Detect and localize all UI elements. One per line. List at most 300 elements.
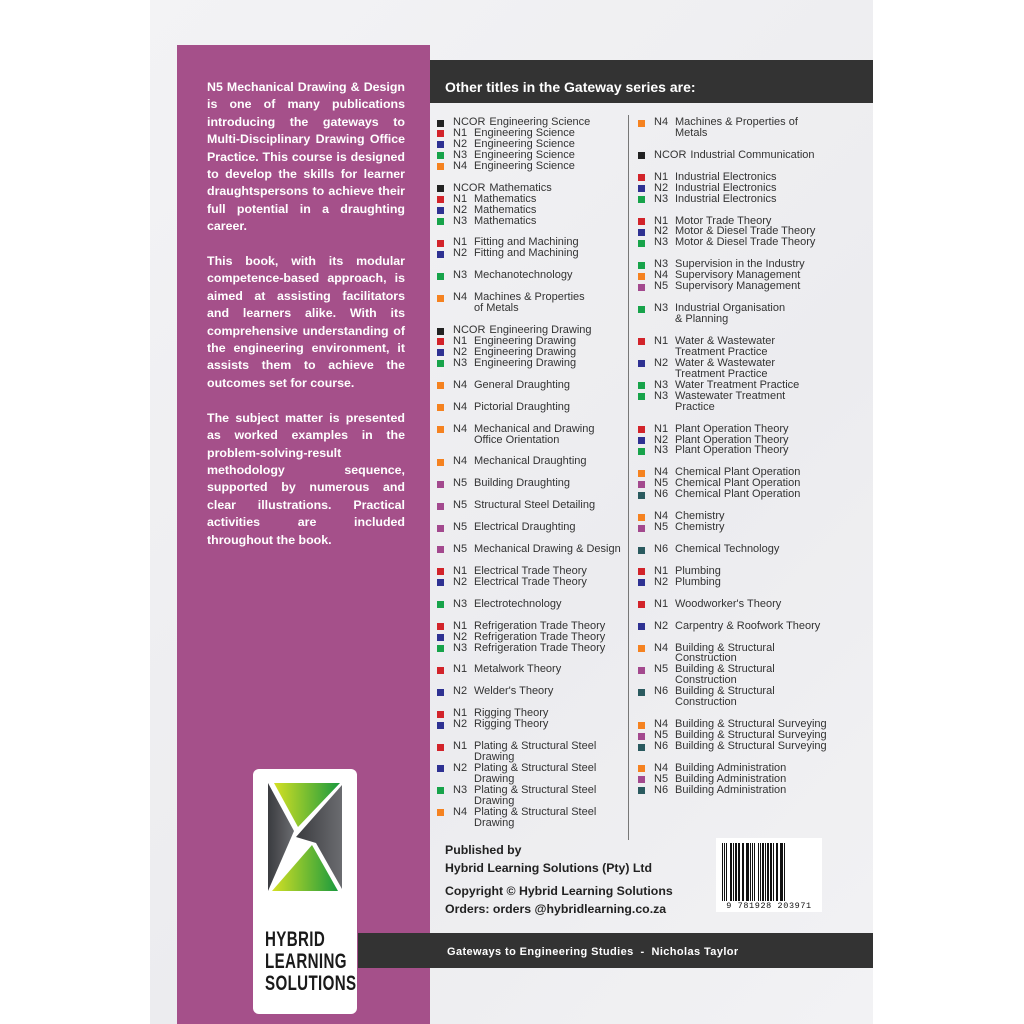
title-name: Plumbing bbox=[675, 564, 721, 577]
level-color-square-icon bbox=[437, 787, 444, 794]
title-name: Refrigeration Trade Theory bbox=[474, 619, 606, 632]
title-level: N2 bbox=[453, 345, 468, 358]
level-color-square-icon bbox=[437, 481, 444, 488]
title-item bbox=[437, 194, 627, 205]
title-name: Industrial Organisation & Planning bbox=[675, 302, 786, 326]
title-item bbox=[638, 577, 868, 588]
title-name: Mathematics bbox=[474, 214, 537, 227]
title-level: N4 bbox=[654, 761, 669, 774]
level-color-square-icon bbox=[638, 382, 645, 389]
title-name: Industrial Electronics bbox=[675, 181, 777, 194]
title-name: Mechanotechnology bbox=[474, 269, 573, 282]
level-color-square-icon bbox=[638, 689, 645, 696]
title-name: Chemical Plant Operation bbox=[675, 488, 801, 501]
title-name: Mathematics bbox=[474, 203, 537, 216]
title-name: Engineering Science bbox=[474, 148, 575, 161]
title-item bbox=[437, 292, 627, 314]
title-group bbox=[437, 237, 627, 259]
title-name: Carpentry & Roofwork Theory bbox=[675, 619, 821, 632]
title-name: Engineering Drawing bbox=[474, 356, 577, 369]
title-level: N6 bbox=[654, 783, 669, 796]
title-level: N2 bbox=[453, 247, 468, 260]
level-color-square-icon bbox=[638, 470, 645, 477]
title-group bbox=[638, 621, 868, 632]
title-name: Plating & Structural Steel Drawing bbox=[474, 805, 597, 829]
title-group bbox=[437, 621, 627, 654]
title-group bbox=[437, 402, 627, 413]
title-group bbox=[437, 686, 627, 697]
title-level: N1 bbox=[453, 663, 468, 676]
level-color-square-icon bbox=[437, 426, 444, 433]
title-name: Water & Wastewater Treatment Practice bbox=[675, 356, 776, 380]
title-name: Motor & Diesel Trade Theory bbox=[675, 236, 816, 249]
barcode-bars bbox=[722, 843, 816, 901]
title-level: N1 bbox=[654, 334, 669, 347]
level-color-square-icon bbox=[437, 130, 444, 137]
level-color-square-icon bbox=[638, 525, 645, 532]
level-color-square-icon bbox=[437, 645, 444, 652]
level-color-square-icon bbox=[638, 437, 645, 444]
title-item bbox=[638, 303, 868, 325]
title-name: Wastewater Treatment Practice bbox=[675, 389, 786, 413]
title-item bbox=[638, 686, 868, 708]
title-name: Building & Structural Surveying bbox=[675, 740, 827, 753]
title-level: N3 bbox=[654, 389, 669, 402]
title-level: N6 bbox=[654, 488, 669, 501]
title-group bbox=[437, 522, 627, 533]
publisher-info bbox=[445, 842, 673, 918]
title-name: Water & Wastewater Treatment Practice bbox=[675, 334, 776, 358]
level-color-square-icon bbox=[638, 426, 645, 433]
level-color-square-icon bbox=[638, 601, 645, 608]
level-color-square-icon bbox=[437, 568, 444, 575]
title-item bbox=[437, 478, 627, 489]
series-author-text: Gateways to Engineering Studies - Nicholas Taylor bbox=[447, 946, 739, 958]
title-item bbox=[437, 807, 627, 829]
level-color-square-icon bbox=[437, 459, 444, 466]
level-color-square-icon bbox=[437, 185, 444, 192]
title-item bbox=[638, 544, 868, 555]
isbn-number: 9 781928 203971 bbox=[726, 901, 812, 911]
title-name: Electrical Draughting bbox=[474, 521, 576, 534]
title-group bbox=[437, 544, 627, 555]
title-group bbox=[437, 424, 627, 446]
title-name: Machines & Properties of Metals bbox=[675, 116, 798, 139]
title-name: Structural Steel Detailing bbox=[474, 499, 596, 512]
title-level: N1 bbox=[453, 564, 468, 577]
title-level: N1 bbox=[453, 236, 468, 249]
title-name: Woodworker's Theory bbox=[675, 597, 782, 610]
title-level: N4 bbox=[654, 718, 669, 731]
logo-mark-icon bbox=[266, 781, 344, 893]
level-color-square-icon bbox=[638, 218, 645, 225]
title-level: N5 bbox=[654, 280, 669, 293]
level-color-square-icon bbox=[437, 382, 444, 389]
title-name: Engineering Science bbox=[489, 116, 591, 128]
title-item bbox=[638, 785, 868, 796]
level-color-square-icon bbox=[638, 273, 645, 280]
title-item bbox=[638, 117, 868, 139]
title-level: N4 bbox=[654, 641, 669, 654]
level-color-square-icon bbox=[437, 689, 444, 696]
level-color-square-icon bbox=[638, 338, 645, 345]
title-name: Building & Structural Construction bbox=[675, 663, 775, 687]
title-group bbox=[638, 172, 868, 205]
title-level: N3 bbox=[654, 258, 669, 271]
title-level: N3 bbox=[453, 783, 468, 796]
title-item bbox=[437, 358, 627, 369]
title-name: Supervisory Management bbox=[675, 269, 801, 282]
title-name: Plant Operation Theory bbox=[675, 422, 789, 435]
titles-list-right bbox=[638, 117, 868, 807]
title-name: Electrical Trade Theory bbox=[474, 564, 587, 577]
title-level: N1 bbox=[654, 422, 669, 435]
title-level: N5 bbox=[654, 772, 669, 785]
level-color-square-icon bbox=[437, 525, 444, 532]
level-color-square-icon bbox=[638, 120, 645, 127]
title-group bbox=[437, 664, 627, 675]
title-group bbox=[638, 763, 868, 796]
title-level: NCOR bbox=[453, 116, 486, 128]
title-level: N2 bbox=[453, 630, 468, 643]
title-name: Plating & Structural Steel Drawing bbox=[474, 761, 597, 785]
title-group bbox=[638, 511, 868, 533]
title-level: N4 bbox=[654, 116, 669, 128]
title-item bbox=[638, 183, 868, 194]
level-color-square-icon bbox=[437, 634, 444, 641]
title-level: N6 bbox=[654, 543, 669, 556]
level-color-square-icon bbox=[437, 251, 444, 258]
level-color-square-icon bbox=[638, 623, 645, 630]
title-level: N1 bbox=[654, 597, 669, 610]
title-item bbox=[437, 544, 627, 555]
level-color-square-icon bbox=[437, 579, 444, 586]
level-color-square-icon bbox=[638, 645, 645, 652]
title-name: Mathematics bbox=[474, 192, 537, 205]
level-color-square-icon bbox=[638, 185, 645, 192]
title-name: Chemical Plant Operation bbox=[675, 477, 801, 490]
title-group bbox=[437, 117, 627, 172]
title-name: Plating & Structural Steel Drawing bbox=[474, 783, 597, 807]
title-name: Fitting and Machining bbox=[474, 247, 579, 260]
title-level: N2 bbox=[654, 181, 669, 194]
blurb-paragraph: The subject matter is presented as worked examples in the problem-solving-result methodology sequence, supported by numerous and clear illustrations. Practical activities are included throughout the book. bbox=[207, 410, 405, 547]
level-color-square-icon bbox=[638, 579, 645, 586]
level-color-square-icon bbox=[437, 601, 444, 608]
title-item bbox=[437, 785, 627, 807]
title-name: Chemical Plant Operation bbox=[675, 466, 801, 479]
copyright-text: Copyright © Hybrid Learning Solutions bbox=[445, 884, 673, 898]
title-level: N4 bbox=[453, 378, 468, 391]
title-item bbox=[638, 522, 868, 533]
title-level: N2 bbox=[654, 433, 669, 446]
title-level: N2 bbox=[453, 575, 468, 588]
level-color-square-icon bbox=[638, 196, 645, 203]
level-color-square-icon bbox=[437, 623, 444, 630]
title-group bbox=[437, 183, 627, 227]
title-item bbox=[437, 643, 627, 654]
title-group bbox=[437, 478, 627, 489]
title-name: Building & Structural Surveying bbox=[675, 718, 827, 731]
title-name: Industrial Communication bbox=[690, 148, 815, 161]
title-group bbox=[437, 599, 627, 610]
level-color-square-icon bbox=[638, 393, 645, 400]
title-name: Engineering Science bbox=[474, 159, 575, 172]
title-name: Engineering Drawing bbox=[474, 334, 577, 347]
title-name: Machines & Properties of Metals bbox=[474, 291, 585, 315]
title-item bbox=[437, 621, 627, 632]
title-item bbox=[437, 741, 627, 763]
level-color-square-icon bbox=[638, 744, 645, 751]
title-group bbox=[638, 259, 868, 292]
title-group bbox=[437, 708, 627, 730]
title-group bbox=[437, 500, 627, 511]
title-group bbox=[437, 566, 627, 588]
title-level: N1 bbox=[453, 192, 468, 205]
level-color-square-icon bbox=[437, 273, 444, 280]
blurb-paragraph: This book, with its modular competence-based approach, is aimed at assisting facilitators and learners alike. With its comprehensive understanding of the engineering environment, it assists them to achieve the outcomes set for course. bbox=[207, 254, 405, 390]
title-item bbox=[437, 380, 627, 391]
title-name: Building Administration bbox=[675, 783, 787, 796]
title-level: NCOR bbox=[453, 181, 486, 194]
title-name: Industrial Electronics bbox=[675, 192, 777, 205]
title-level: N1 bbox=[654, 170, 669, 183]
title-level: N5 bbox=[654, 729, 669, 742]
title-item bbox=[638, 566, 868, 577]
title-name: Fitting and Machining bbox=[474, 236, 579, 249]
title-name: Building & Structural Construction bbox=[675, 641, 775, 665]
title-name: Plant Operation Theory bbox=[675, 433, 789, 446]
title-level: N2 bbox=[453, 137, 468, 150]
level-color-square-icon bbox=[638, 229, 645, 236]
level-color-square-icon bbox=[437, 765, 444, 772]
level-color-square-icon bbox=[437, 152, 444, 159]
title-item bbox=[437, 402, 627, 413]
title-item bbox=[638, 424, 868, 435]
level-color-square-icon bbox=[437, 809, 444, 816]
title-name: Mechanical Draughting bbox=[474, 455, 587, 468]
title-level: N3 bbox=[654, 378, 669, 391]
title-level: N5 bbox=[654, 663, 669, 676]
title-name: Rigging Theory bbox=[474, 718, 549, 731]
title-level: NCOR bbox=[453, 324, 486, 337]
title-level: N4 bbox=[654, 269, 669, 282]
title-item bbox=[437, 632, 627, 643]
title-name: Rigging Theory bbox=[474, 707, 549, 720]
title-level: N1 bbox=[654, 214, 669, 227]
title-item bbox=[638, 599, 868, 610]
title-level: N1 bbox=[453, 740, 468, 753]
title-group bbox=[437, 380, 627, 391]
title-item bbox=[437, 719, 627, 730]
title-name: Supervision in the Industry bbox=[675, 258, 805, 271]
title-level: N2 bbox=[453, 685, 468, 698]
title-name: Water Treatment Practice bbox=[675, 378, 800, 391]
title-item bbox=[437, 205, 627, 216]
title-name: Motor & Diesel Trade Theory bbox=[675, 225, 816, 238]
level-color-square-icon bbox=[638, 765, 645, 772]
title-item bbox=[437, 248, 627, 259]
title-group bbox=[638, 424, 868, 457]
title-item bbox=[437, 456, 627, 467]
title-group bbox=[638, 643, 868, 709]
title-level: N5 bbox=[453, 542, 468, 555]
title-name: Industrial Electronics bbox=[675, 170, 777, 183]
footer-bar bbox=[358, 933, 873, 968]
title-level: N4 bbox=[453, 422, 468, 435]
publisher-logo bbox=[253, 769, 357, 1014]
level-color-square-icon bbox=[638, 492, 645, 499]
level-color-square-icon bbox=[437, 360, 444, 367]
title-level: N2 bbox=[654, 356, 669, 369]
title-level: N1 bbox=[453, 126, 468, 139]
isbn-barcode bbox=[716, 838, 822, 912]
title-item bbox=[437, 183, 627, 194]
title-group bbox=[437, 741, 627, 829]
title-item bbox=[638, 643, 868, 665]
title-item bbox=[437, 500, 627, 511]
title-item bbox=[437, 161, 627, 172]
title-level: N2 bbox=[453, 203, 468, 216]
titles-list-left bbox=[437, 117, 627, 840]
level-color-square-icon bbox=[638, 481, 645, 488]
title-name: Building Administration bbox=[675, 761, 787, 774]
level-color-square-icon bbox=[638, 776, 645, 783]
title-level: N2 bbox=[453, 761, 468, 774]
title-name: Electrotechnology bbox=[474, 597, 562, 610]
title-name: Metalwork Theory bbox=[474, 663, 562, 676]
title-level: N2 bbox=[453, 718, 468, 731]
title-name: Chemical Technology bbox=[675, 543, 780, 556]
level-color-square-icon bbox=[638, 448, 645, 455]
title-level: N2 bbox=[654, 225, 669, 238]
level-color-square-icon bbox=[638, 306, 645, 313]
title-level: N4 bbox=[453, 159, 468, 172]
title-name: Chemistry bbox=[675, 510, 725, 523]
title-name: Plating & Structural Steel Drawing bbox=[474, 740, 597, 763]
title-name: Building Administration bbox=[675, 772, 787, 785]
title-level: N4 bbox=[654, 510, 669, 523]
title-group bbox=[437, 292, 627, 314]
blurb-paragraph: N5 Mechanical Drawing & Design is one of many publications introducing the gateways to Multi-Disciplinary Drawing Office Practice. This course is designed to develop the skills for learner draughtspersons to achieve their full potential in a draughting career. bbox=[207, 80, 405, 234]
title-level: N5 bbox=[453, 477, 468, 490]
title-name: Refrigeration Trade Theory bbox=[474, 630, 606, 643]
title-item bbox=[638, 511, 868, 522]
level-color-square-icon bbox=[437, 218, 444, 225]
level-color-square-icon bbox=[437, 207, 444, 214]
title-item bbox=[437, 424, 627, 446]
title-name: Supervisory Management bbox=[675, 280, 801, 293]
title-item bbox=[638, 150, 868, 161]
level-color-square-icon bbox=[638, 667, 645, 674]
title-group bbox=[437, 325, 627, 369]
title-group bbox=[638, 336, 868, 413]
title-name: Engineering Drawing bbox=[489, 324, 592, 337]
title-item bbox=[437, 270, 627, 281]
title-level: N3 bbox=[654, 444, 669, 457]
orders-label: Orders: bbox=[445, 901, 490, 916]
title-item bbox=[638, 741, 868, 752]
level-color-square-icon bbox=[638, 152, 645, 159]
title-group bbox=[437, 270, 627, 281]
title-level: N3 bbox=[453, 356, 468, 369]
title-name: Motor Trade Theory bbox=[675, 214, 772, 227]
level-color-square-icon bbox=[437, 141, 444, 148]
title-name: Mechanical Drawing & Design bbox=[474, 542, 621, 555]
title-item bbox=[638, 194, 868, 205]
title-level: N3 bbox=[453, 269, 468, 282]
title-level: N1 bbox=[453, 707, 468, 720]
title-level: N5 bbox=[654, 521, 669, 534]
level-color-square-icon bbox=[638, 240, 645, 247]
title-item bbox=[437, 664, 627, 675]
title-item bbox=[437, 599, 627, 610]
title-level: N4 bbox=[453, 291, 468, 304]
title-name: Welder's Theory bbox=[474, 685, 554, 698]
title-level: N2 bbox=[654, 619, 669, 632]
title-level: N4 bbox=[453, 805, 468, 818]
title-item bbox=[638, 281, 868, 292]
title-level: N1 bbox=[654, 564, 669, 577]
title-name: Building & Structural Construction bbox=[675, 685, 775, 709]
level-color-square-icon bbox=[437, 120, 444, 127]
level-color-square-icon bbox=[638, 568, 645, 575]
title-name: Building & Structural Surveying bbox=[675, 729, 827, 742]
level-color-square-icon bbox=[437, 404, 444, 411]
title-item bbox=[638, 489, 868, 500]
level-color-square-icon bbox=[437, 744, 444, 751]
level-color-square-icon bbox=[437, 667, 444, 674]
level-color-square-icon bbox=[638, 547, 645, 554]
title-name: General Draughting bbox=[474, 378, 571, 391]
title-level: N6 bbox=[654, 740, 669, 753]
title-level: N4 bbox=[654, 466, 669, 479]
level-color-square-icon bbox=[437, 503, 444, 510]
title-level: N3 bbox=[654, 236, 669, 249]
level-color-square-icon bbox=[437, 196, 444, 203]
title-level: N2 bbox=[654, 575, 669, 588]
publisher-name: Hybrid Learning Solutions (Pty) Ltd bbox=[445, 860, 652, 875]
title-item bbox=[437, 763, 627, 785]
title-level: N6 bbox=[654, 685, 669, 698]
title-item bbox=[638, 445, 868, 456]
level-color-square-icon bbox=[437, 295, 444, 302]
level-color-square-icon bbox=[638, 733, 645, 740]
title-level: N4 bbox=[453, 400, 468, 413]
level-color-square-icon bbox=[437, 328, 444, 335]
title-level: N3 bbox=[453, 641, 468, 654]
title-group bbox=[638, 303, 868, 325]
title-item bbox=[638, 336, 868, 358]
title-level: N1 bbox=[453, 334, 468, 347]
book-description bbox=[207, 79, 405, 566]
title-level: N3 bbox=[453, 148, 468, 161]
title-level: N3 bbox=[453, 214, 468, 227]
barcode-bar bbox=[785, 843, 786, 901]
title-name: Engineering Science bbox=[474, 126, 575, 139]
title-item bbox=[638, 621, 868, 632]
level-color-square-icon bbox=[437, 338, 444, 345]
title-level: N5 bbox=[453, 521, 468, 534]
title-item bbox=[437, 216, 627, 227]
title-name: Electrical Trade Theory bbox=[474, 575, 587, 588]
title-name: Pictorial Draughting bbox=[474, 400, 570, 413]
level-color-square-icon bbox=[638, 722, 645, 729]
published-by-label: Published by bbox=[445, 843, 522, 857]
level-color-square-icon bbox=[437, 349, 444, 356]
title-item bbox=[437, 577, 627, 588]
level-color-square-icon bbox=[638, 787, 645, 794]
